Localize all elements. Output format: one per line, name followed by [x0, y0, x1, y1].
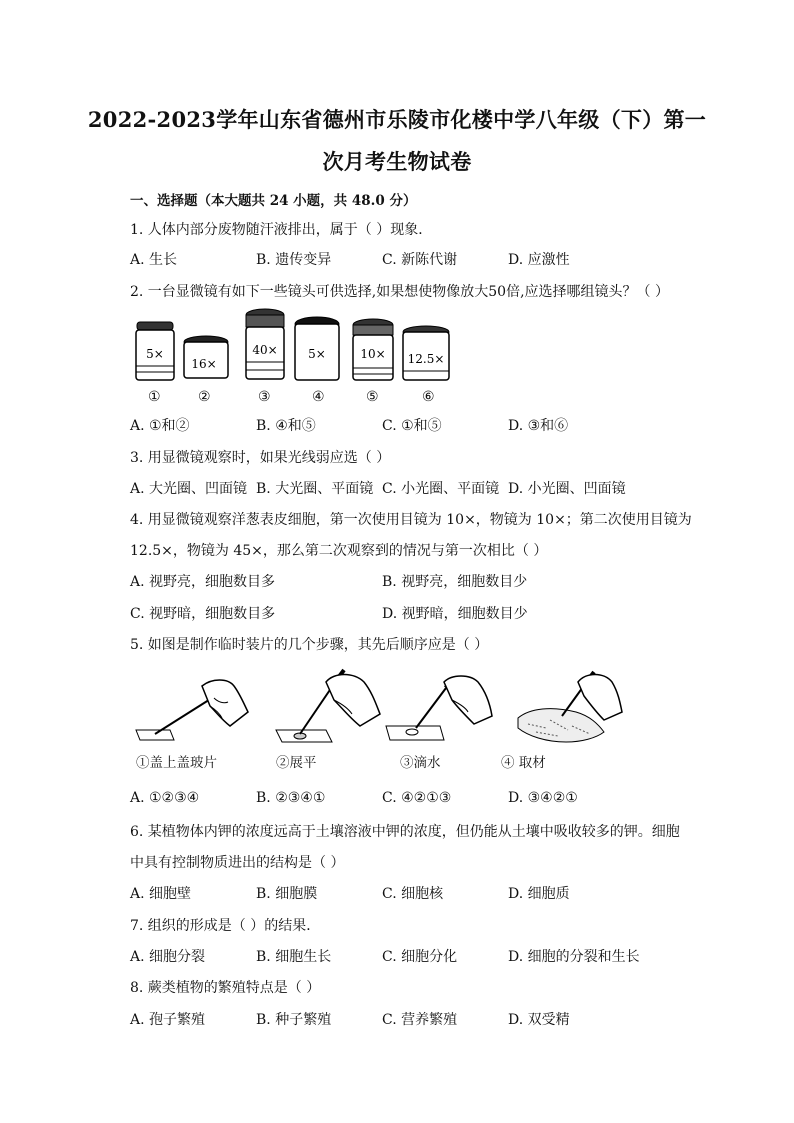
- lens-number-6: ⑥: [422, 389, 435, 405]
- question-4-stem-line1: 4. 用显微镜观察洋葱表皮细胞，第一次使用目镜为 10×，物镜为 10×；第二次使用目镜为: [130, 512, 692, 528]
- step-figure-cover-slip: [130, 676, 250, 752]
- lens-6-label: 12.5×: [407, 352, 445, 366]
- step-label-1: ①盖上盖玻片: [136, 755, 217, 771]
- step-label-3: ③滴水: [400, 755, 441, 771]
- question-7-option-a: A. 细胞分裂: [130, 949, 206, 965]
- question-6-option-b: B. 细胞膜: [256, 886, 318, 902]
- question-3-option-c: C. 小光圈、平面镜: [382, 481, 500, 497]
- question-6-option-d: D. 细胞质: [508, 886, 570, 902]
- lens-5-label: 10×: [360, 347, 386, 361]
- question-6-option-c: C. 细胞核: [382, 886, 444, 902]
- question-3-option-a: A. 大光圈、凹面镜: [130, 481, 248, 497]
- lens-1-label: 5×: [146, 347, 164, 361]
- question-8-option-a: A. 孢子繁殖: [130, 1012, 206, 1028]
- question-4-option-a: A. 视野亮，细胞数目多: [130, 574, 276, 590]
- question-2-option-d: D. ③和⑥: [508, 418, 569, 434]
- question-1-option-d: D. 应激性: [508, 252, 570, 268]
- question-6-stem-line2: 中具有控制物质进出的结构是（ ）: [130, 855, 345, 871]
- question-4-option-b: B. 视野亮，细胞数目少: [382, 574, 528, 590]
- step-figure-drip-water: [382, 672, 498, 752]
- step-figure-spread: [268, 668, 388, 752]
- lens-number-3: ③: [258, 389, 271, 405]
- question-5-option-d: D. ③④②①: [508, 790, 578, 806]
- question-5-option-b: B. ②③④①: [256, 790, 326, 806]
- question-8-stem: 8. 蕨类植物的繁殖特点是（ ）: [130, 980, 321, 996]
- question-3-stem: 3. 用显微镜观察时，如果光线弱应选（ ）: [130, 450, 391, 466]
- question-2-stem: 2. 一台显微镜有如下一些镜头可供选择,如果想使物像放大50倍,应选择哪组镜头？（ ）: [130, 284, 669, 300]
- question-2-option-c: C. ①和⑤: [382, 418, 442, 434]
- lens-4-label: 5×: [308, 347, 326, 361]
- question-5-option-c: C. ④②①③: [382, 790, 452, 806]
- lens-number-5: ⑤: [366, 389, 379, 405]
- lens-number-2: ②: [198, 389, 211, 405]
- question-6-stem-line1: 6. 某植物体内钾的浓度远高于土壤溶液中钾的浓度，但仍能从土壤中吸收较多的钾。细胞: [130, 824, 680, 840]
- objective-lens-3: [244, 308, 286, 382]
- step-figure-take-material: [506, 668, 624, 754]
- page-title-line1: 2022-2023学年山东省德州市乐陵市化楼中学八年级（下）第一: [87, 107, 707, 132]
- eyepiece-lens-1: [134, 320, 176, 382]
- lens-number-4: ④: [312, 389, 325, 405]
- question-3-option-b: B. 大光圈、平面镜: [256, 481, 374, 497]
- question-2-option-b: B. ④和⑤: [256, 418, 316, 434]
- step-label-4: ④ 取材: [501, 755, 546, 771]
- question-6-option-a: A. 细胞壁: [130, 886, 192, 902]
- question-8-option-b: B. 种子繁殖: [256, 1012, 332, 1028]
- page-title-line2: 次月考生物试卷: [322, 149, 472, 174]
- objective-lens-5: [351, 318, 395, 382]
- question-4-stem-line2: 12.5×，物镜为 45×，那么第二次观察到的情况与第一次相比（ ）: [130, 543, 548, 559]
- question-8-option-d: D. 双受精: [508, 1012, 570, 1028]
- question-4-option-c: C. 视野暗，细胞数目多: [130, 606, 276, 622]
- question-1-option-c: C. 新陈代谢: [382, 252, 458, 268]
- question-5-stem: 5. 如图是制作临时装片的几个步骤，其先后顺序应是（ ）: [130, 637, 489, 653]
- question-5-option-a: A. ①②③④: [130, 790, 200, 806]
- objective-lens-4: [293, 316, 341, 382]
- lens-number-1: ①: [148, 389, 161, 405]
- question-7-option-b: B. 细胞生长: [256, 949, 332, 965]
- question-2-option-a: A. ①和②: [130, 418, 190, 434]
- question-1-option-b: B. 遗传变异: [256, 252, 332, 268]
- objective-lens-6: [401, 325, 451, 383]
- question-4-option-d: D. 视野暗，细胞数目少: [382, 606, 528, 622]
- question-7-option-c: C. 细胞分化: [382, 949, 458, 965]
- question-7-option-d: D. 细胞的分裂和生长: [508, 949, 640, 965]
- question-1-stem: 1. 人体内部分废物随汗液排出，属于（ ）现象．: [130, 222, 433, 238]
- lens-2-label: 16×: [191, 357, 217, 371]
- lens-3-label: 40×: [252, 343, 278, 357]
- question-8-option-c: C. 营养繁殖: [382, 1012, 458, 1028]
- question-3-option-d: D. 小光圈、凹面镜: [508, 481, 626, 497]
- eyepiece-lens-2: [182, 335, 230, 381]
- question-7-stem: 7. 组织的形成是（ ）的结果．: [130, 918, 321, 934]
- question-1-option-a: A. 生长: [130, 252, 178, 268]
- section-heading: 一、选择题（本大题共 24 小题，共 48.0 分）: [130, 193, 417, 209]
- step-label-2: ②展平: [276, 755, 317, 771]
